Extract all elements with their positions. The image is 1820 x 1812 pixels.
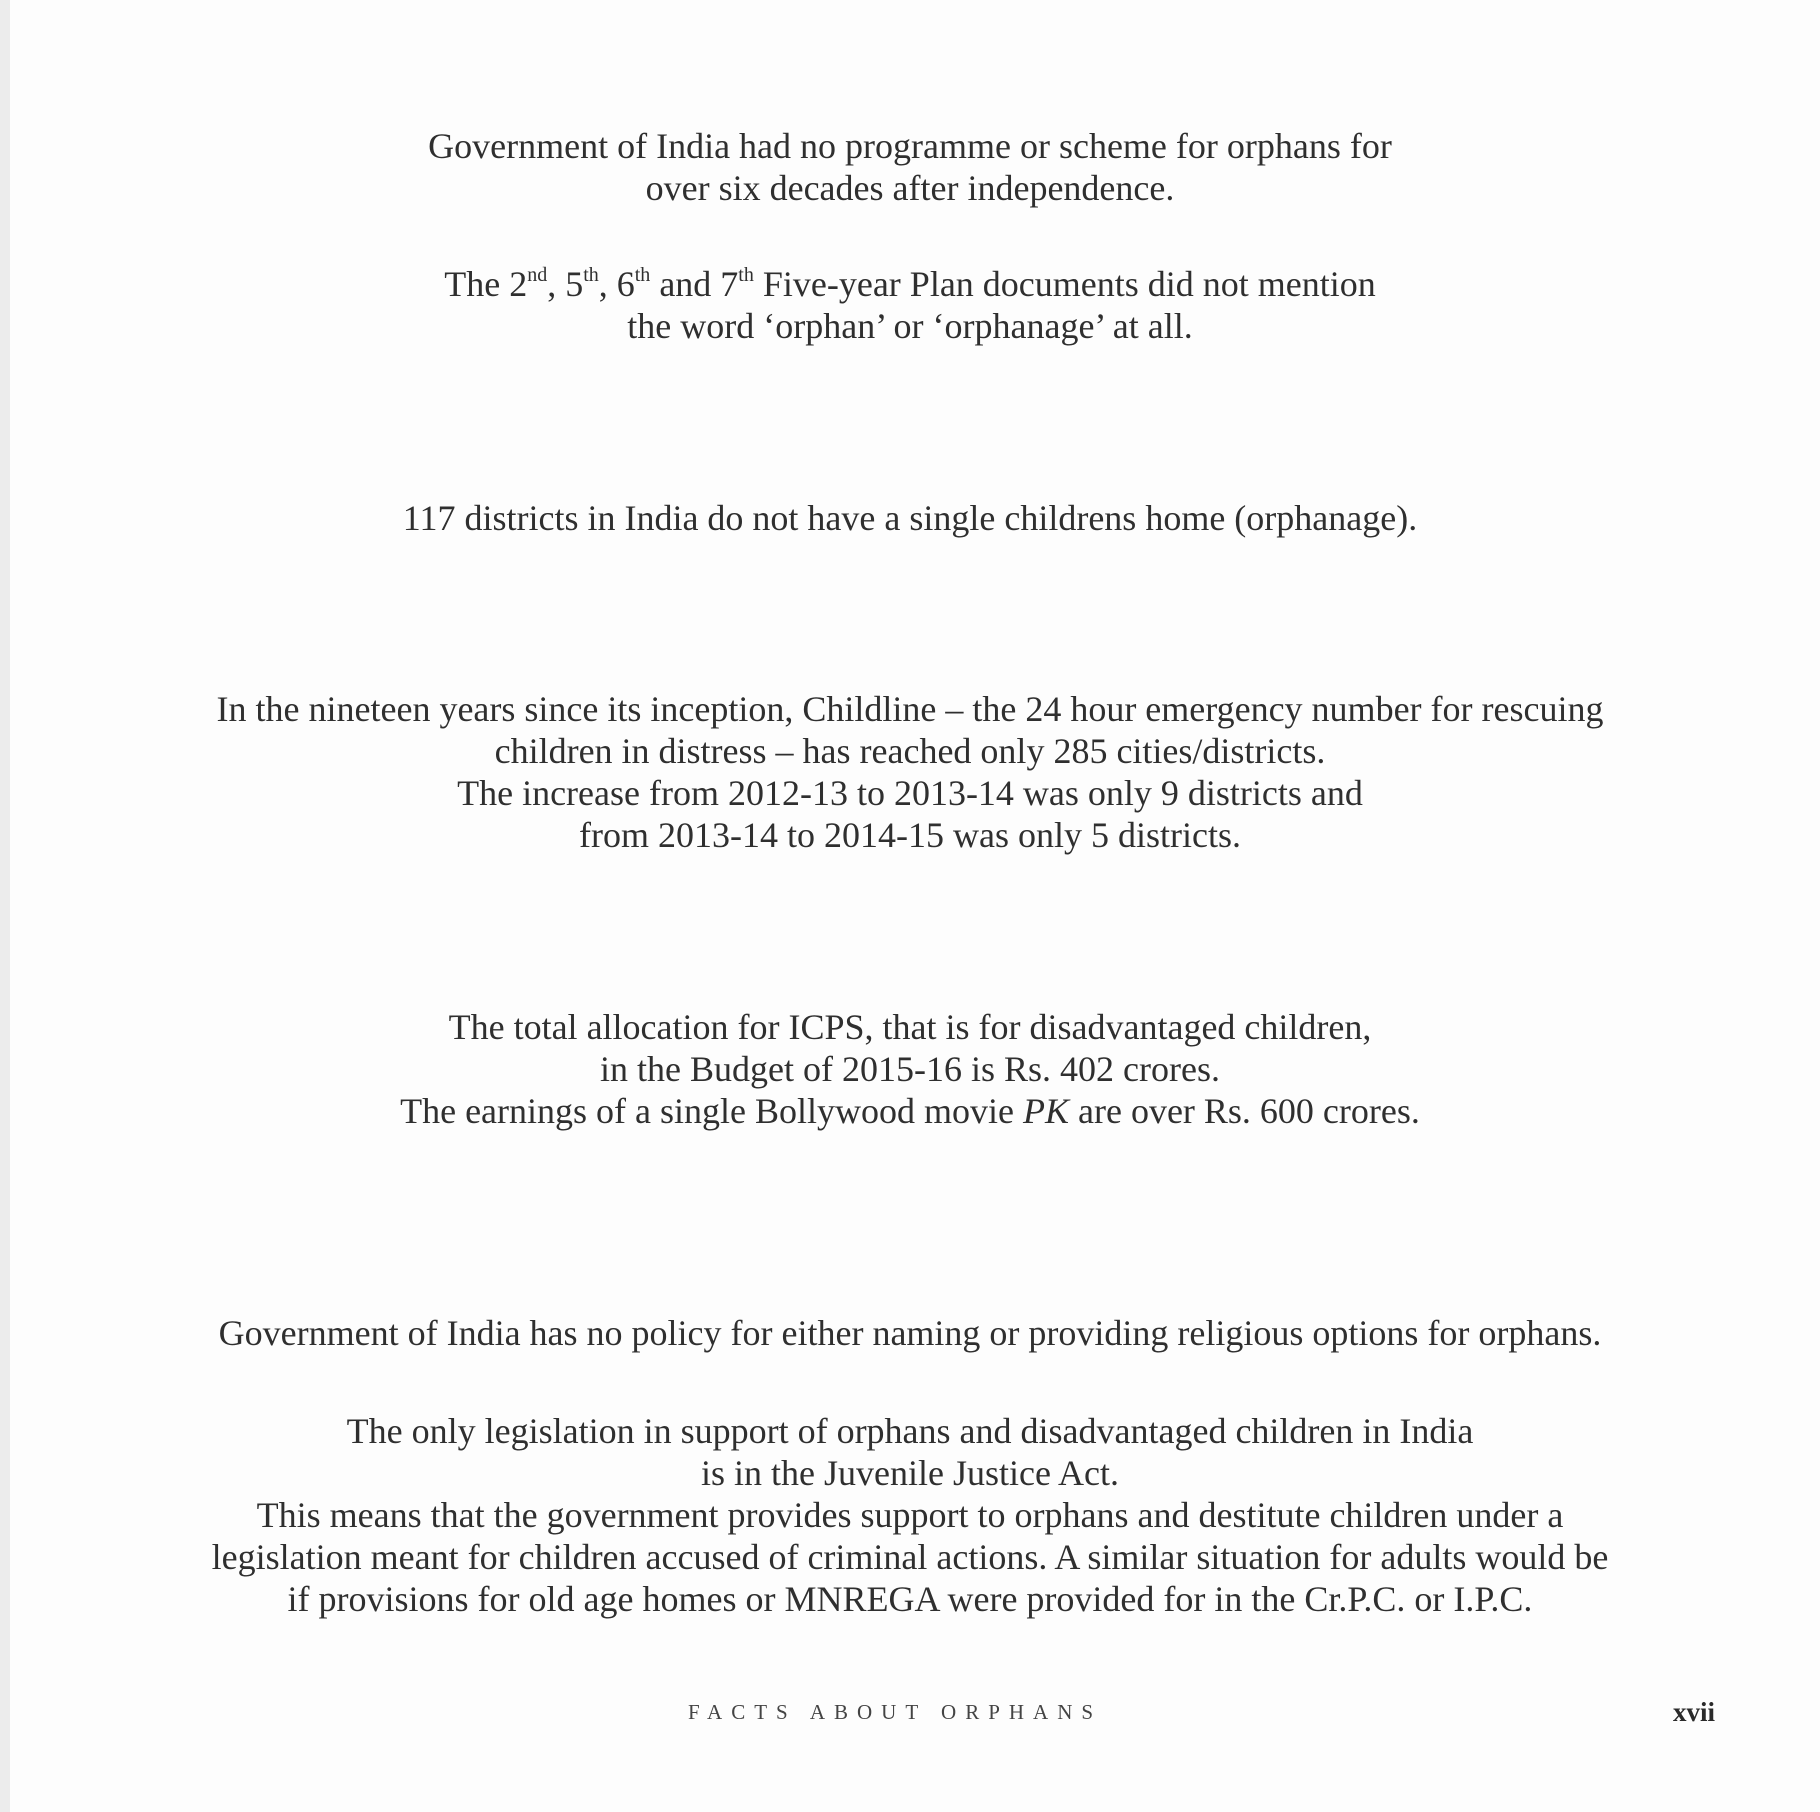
running-footer-title: FACTS ABOUT ORPHANS — [687, 1700, 1103, 1724]
fact-line — [0, 1090, 1820, 1132]
page-number: xvii — [1672, 1697, 1715, 1727]
text-segment: , 5 — [547, 264, 584, 304]
text-segment: Five-year Plan documents did not mention — [753, 264, 1376, 304]
fact-line: Government of India has no policy for either naming or providing religious options for orphans. — [218, 1313, 1602, 1353]
fact-line: from 2013-14 to 2014-15 was only 5 districts. — [579, 815, 1241, 855]
text-segment: The 2 — [444, 264, 528, 304]
fact-line: legislation meant for children accused of criminal actions. A similar situation for adults would be — [211, 1537, 1609, 1577]
superscript: th — [583, 264, 599, 286]
fact-line: is in the Juvenile Justice Act. — [701, 1453, 1119, 1493]
fact-no-programme — [0, 125, 1820, 209]
fact-line: The increase from 2012-13 to 2013-14 was only 9 districts and — [457, 773, 1363, 813]
text-segment: The earnings of a single Bollywood movie — [400, 1091, 1023, 1131]
fact-line: in the Budget of 2015-16 is Rs. 402 crores. — [600, 1049, 1220, 1089]
text-segment: and 7 — [650, 264, 739, 304]
fact-line: the word ‘orphan’ or ‘orphanage’ at all. — [627, 306, 1193, 346]
fact-line: if provisions for old age homes or MNREGA were provided for in the Cr.P.C. or I.P.C. — [287, 1579, 1533, 1619]
fact-line: In the nineteen years since its inception, Childline – the 24 hour emergency number for rescuing — [216, 689, 1604, 729]
fact-legislation — [0, 1410, 1820, 1620]
superscript: th — [634, 264, 651, 286]
superscript: nd — [527, 264, 548, 286]
fact-icps-allocation — [0, 1006, 1820, 1132]
text-segment: are over Rs. 600 crores. — [1069, 1091, 1420, 1131]
fact-five-year-plans — [0, 263, 1820, 347]
fact-childline — [0, 688, 1820, 856]
text-segment: , 6 — [598, 264, 635, 304]
fact-line: The total allocation for ICPS, that is for disadvantaged children, — [448, 1007, 1372, 1047]
fact-line: children in distress – has reached only 285 cities/districts. — [494, 731, 1326, 771]
fact-line: Government of India had no programme or scheme for orphans for — [428, 126, 1392, 166]
movie-title: PK — [1022, 1091, 1069, 1131]
fact-line: This means that the government provides support to orphans and destitute children under a — [256, 1495, 1564, 1535]
fact-line — [0, 263, 1820, 305]
fact-line: 117 districts in India do not have a single childrens home (orphanage). — [402, 498, 1418, 538]
fact-line: The only legislation in support of orphans and disadvantaged children in India — [346, 1411, 1474, 1451]
fact-districts — [0, 497, 1820, 539]
superscript: th — [738, 264, 754, 286]
fact-naming-policy — [0, 1312, 1820, 1354]
fact-line: over six decades after independence. — [645, 168, 1175, 208]
